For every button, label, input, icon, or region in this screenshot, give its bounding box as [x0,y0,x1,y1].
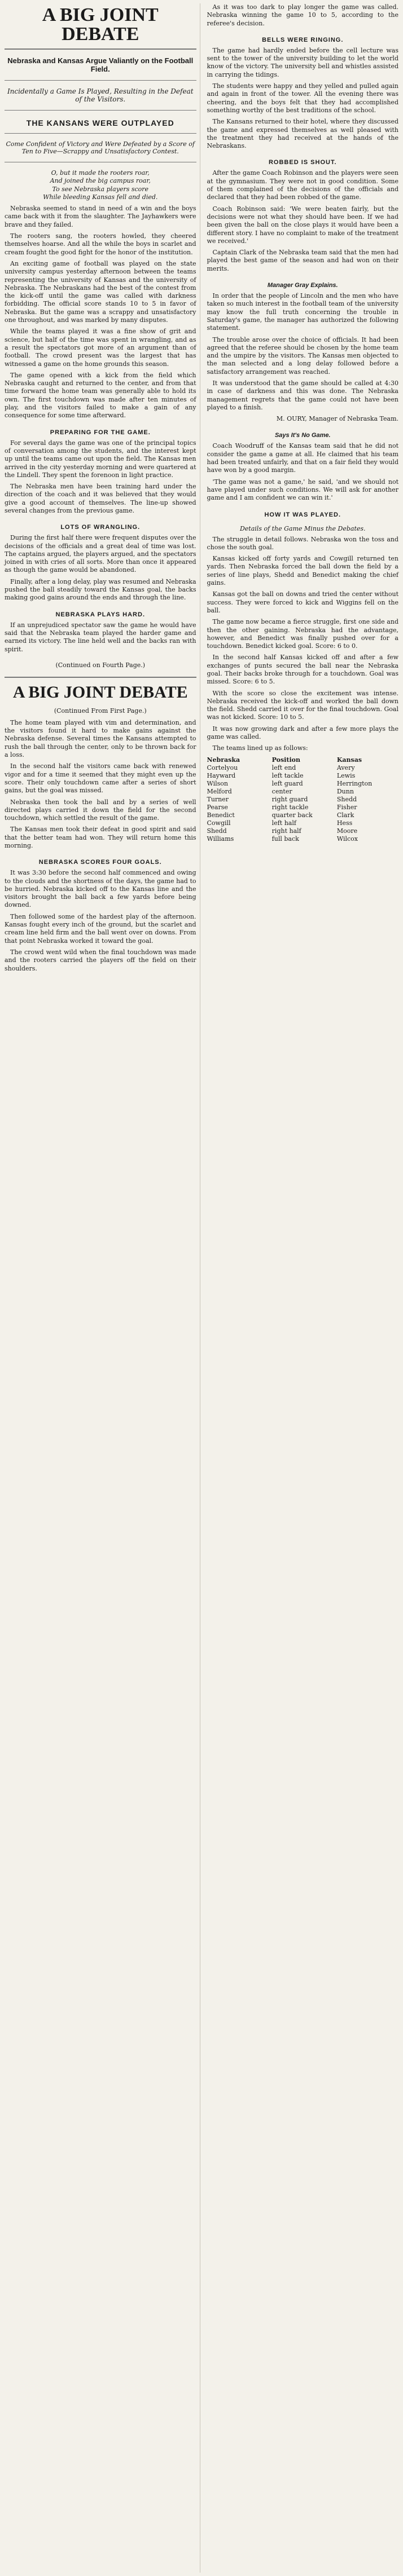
lineup-header [207,756,399,764]
lineup-cell: Turner [207,795,229,803]
paragraph: If an unprejudiced spectator saw the game he would have said that the Nebraska team played the harder game and earned its victory. The line held well and the backs ran with spirit. [5,621,196,653]
paragraph: With the score so close the excitement was intense. Nebraska received the kick-off and worked the ball down the field. Shedd carried it over for the final touchdown. Goal was not kicked. Score: 10 to 5. [207,689,398,721]
article-body-3 [5,534,196,605]
lineup-cell: right half [271,827,301,835]
lineup-cell: Lewis [336,771,356,779]
paragraph: The game opened with a kick from the field which Nebraska caught and returned to the center, and from that time forward the home team was generally able to hold its own. The first touchdown was made after ten minutes of play, and the visitors failed to make a gain of any consequence for some time afterward. [5,371,196,420]
paragraph: Kansas got the ball on downs and tried the center without success. They were forced to kick and Wiggins fell on the ball. [207,590,398,614]
lineup-cell: Herrington [336,779,373,787]
lineup-cell: Moore [336,827,358,835]
article-body-5 [5,719,196,853]
lineup-cell: left half [271,819,296,827]
section-heading: HOW IT WAS PLAYED. [264,511,341,518]
article-body-6 [5,869,196,976]
sub-deck: Come Confident of Victory and Were Defeated by a Score of Ten to Five—Scrappy and Unsatisfactory Contest. [6,140,195,155]
lineup-cell: Cowgill [207,819,231,827]
deck-one: Nebraska and Kansas Argue Valiantly on the Football Field. [7,56,194,73]
lineup-cell: right guard [271,795,308,803]
paragraph: Nebraska then took the ball and by a series of well directed plays carried it down the field for the second touchdown, which settled the result of the game. [5,798,196,822]
lineup-cell: Williams [207,835,234,843]
lineup-cell: quarter back [271,811,313,819]
lineup-cell: Wilcox [336,835,358,843]
lineup-cell: right tackle [271,803,309,811]
deck-two: Incidentally a Game Is Played, Resulting in the Defeat of the Visitors. [7,87,194,103]
section-heading: NEBRASKA PLAYS HARD. [55,611,146,618]
paragraph: It was now growing dark and after a few more plays the game was called. [207,725,398,741]
lineup-row [207,835,399,843]
lineup-cell: Cortelyou [207,764,238,771]
right-column [207,3,399,2573]
section-heading: NEBRASKA SCORES FOUR GOALS. [38,859,162,866]
kicker: THE KANSANS WERE OUTPLAYED [26,118,174,127]
paragraph: The trouble arose over the choice of officials. It had been agreed that the referee should be chosen by the home team and the umpire by the visitors. The Kansas men objected to the man selected and a long delay followed before a satisfactory arrangement was reached. [207,336,398,376]
right-body-4 [207,442,399,505]
paragraph: The Kansans returned to their hotel, where they discussed the game and expressed themselves as well pleased with the treatment they had received at the hands of the Nebraskans. [207,118,398,150]
lineup-cell: Wilson [207,779,229,787]
lineup-cell: Shedd [207,827,227,835]
lineup-cell: Dunn [336,787,354,795]
paragraph: The Kansas men took their defeat in good spirit and said that the better team had won. They will return home this morning. [5,826,196,849]
lineup-cell: Pearse [207,803,228,811]
paragraph: After the game Coach Robinson and the players were seen at the gymnasium. They were not in good condition. Some of them complained of the decisions of the officials and declared that they had been robbed of the game. [207,169,398,201]
lineup-row [207,811,399,819]
paragraph: The home team played with vim and determination, and the visitors found it hard to make gains against the Nebraska defense. Several times the Kansans attempted to rush the ball through the center, only to be thrown back for a loss. [5,718,196,759]
right-body-1 [207,47,399,154]
section-heading: Says It's No Game. [274,432,331,439]
right-body-5 [207,536,399,756]
paragraph: The game now became a fierce struggle, first one side and then the other gaining. Nebraska had the advantage, however, and Benedict was finally pushed over for a touchdown. Benedict kicked goal. Score: 6 to 0. [207,618,398,650]
lineup-cell: Clark [336,811,354,819]
left-column [5,3,200,2573]
paragraph: Coach Robinson said: 'We were beaten fairly, but the decisions were not what they should have been. If we had been given the ball on the close plays it would have been a different story. I have no complaint to make of the treatment we received.' [207,205,398,245]
right-body-2 [207,169,399,276]
paragraph: An exciting game of football was played on the state university campus yesterday afternoon between the teams representing the university of Kansas and the university of Nebraska. The Nebraskans had the best of the contest from the kick-off until the game was called with darkness forbidding. The official score stands 10 to 5 in favor of Nebraska. But the game was a scrappy and unsatisfactory one throughout, and was marked by many disputes. [5,259,196,324]
paragraph: It was understood that the game should be called at 4:30 in case of darkness and this was done. The Nebraska management regrets that the game could not have been played to a finish. [207,379,398,411]
divider [5,48,196,50]
lineup-col-nebraska: Nebraska [207,756,240,764]
section-heading: ROBBED IS SHOUT. [268,159,337,166]
divider [5,80,196,81]
lineup-cell: Hess [336,819,353,827]
verse-line: And joined the big campus roar, [50,177,151,185]
section-heading: PREPARING FOR THE GAME. [50,429,151,436]
paragraph: Coach Woodruff of the Kansas team said that he did not consider the game a game at all. He claimed that his team had been treated unfairly, and that on a fair field they would have won by a good margin. [207,442,398,474]
paragraph: The game had hardly ended before the cell lecture was sent to the tower of the university building to let the world know of the victory. The university bell and whistles assisted in carrying the tidings. [207,46,398,78]
paragraph: In order that the people of Lincoln and the men who have taken so much interest in the football team of the university may know the full truth concerning the trouble in Saturday's game, the manager has authorized the following statement. [207,292,398,332]
article-body-4 [5,621,196,657]
lineup-row [207,788,399,796]
lineup-intro: The teams lined up as follows: [212,744,308,752]
continued-headline: A BIG JOINT DEBATE [12,682,188,702]
verse-line: While bleeding Kansas fell and died. [43,193,158,201]
lineup-row [207,804,399,811]
verse-line: O, but it made the rooters roar, [51,169,150,177]
right-body-3 [207,292,399,426]
section-heading: BELLS WERE RINGING. [262,36,344,43]
paragraph: In the second half the visitors came back with renewed vigor and for a time it seemed that they might even up the score. Their only touchdown came after a series of short gains, but the goal was missed. [5,762,196,795]
lineup-row [207,772,399,780]
paragraph: Captain Clark of the Nebraska team said that the men had played the best game of the season and had won on their merits. [207,249,398,272]
lineup-row [207,827,399,835]
paragraph: Then followed some of the hardest play of the afternoon. Kansas fought every inch of the ground, but the scarlet and cream line held firm and the ball went over on downs. From that point Nebraska worked it toward the goal. [5,912,196,945]
paragraph: In the second half Kansas kicked off and after a few exchanges of punts secured the ball near the Nebraska goal. Their backs broke through for a touchdown. Goal was missed. Score: 6 to 5. [207,654,398,686]
continued-note: (Continued on Fourth Page.) [55,661,146,669]
lineup-col-position: Position [271,756,300,764]
divider [5,110,196,111]
main-headline: A BIG JOINT DEBATE [42,5,159,45]
paragraph: The rooters sang, the rooters howled, they cheered themselves hoarse. And all the while the boys in scarlet and cream fought the good fight for the honor of the institution. [5,232,196,256]
verse-line: To see Nebraska players score [52,185,149,193]
signature: M. OURY, Manager of Nebraska Team. [276,415,398,423]
lineup-table [207,756,399,843]
lineup-row [207,764,399,772]
lineup-cell: Melford [207,787,232,795]
paragraph: Nebraska seemed to stand in need of a win and the boys came back with it from the slaughter. The Jayhawkers were brave and they failed. [5,205,196,228]
lineup-cell: Hayward [207,771,236,779]
lineup-cell: Fisher [336,803,357,811]
lineup-cell: left end [271,764,296,771]
section-heading: LOTS OF WRANGLING. [60,524,141,531]
verse-block [5,169,196,201]
paragraph: As it was too dark to play longer the game was called. Nebraska winning the game 10 to 5, according to the referee's decision. [207,3,398,27]
lineup-cell: Shedd [336,795,357,803]
lineup-row [207,819,399,827]
lineup-cell: left tackle [271,771,304,779]
lineup-cell: Benedict [207,811,235,819]
paragraph: While the teams played it was a fine show of grit and science, but half of the time was spent in wrangling, and as a result the spectators got more of an argument than of football. The crowd present was the largest that has witnessed a game on the home grounds this season. [5,328,196,368]
section-heading: Manager Gray Explains. [267,282,338,289]
lineup-cell: full back [271,835,299,843]
lineup-row [207,796,399,804]
section-subheading: Details of the Game Minus the Debates. [239,524,366,532]
paragraph: For several days the game was one of the principal topics of conversation among the students, and the interest kept up until the teams came out upon the field. The Kansas men arrived in the city yesterday morning and were quartered at the Lindell. They spent the forenoon in light practice. [5,439,196,479]
paragraph: 'The game was not a game,' he said, 'and we should not have played under such conditions. We will ask for another game and I am confident we can win it.' [207,478,398,502]
paragraph: The struggle in detail follows. Nebraska won the toss and chose the south goal. [207,535,398,551]
article-body-1 [5,205,196,423]
paragraph: The crowd went wild when the final touchdown was made and the rooters carried the players off the field on their shoulders. [5,948,196,972]
lineup-cell: left guard [271,779,303,787]
continued-from-note: (Continued From First Page.) [54,707,147,714]
article-body-2 [5,439,196,519]
lineup-col-kansas: Kansas [336,756,362,764]
lineup-cell: center [271,787,292,795]
paragraph: It was 3:30 before the second half commenced and owing to the clouds and the shortness of the days, the game had to be hurried. Nebraska kicked off to the Kansas line and the visitors brought the ball back a few yards before being downed. [5,869,196,909]
paragraph: Finally, after a long delay, play was resumed and Nebraska pushed the ball steadily toward the Kansas goal, the backs making good gains around the ends and through the line. [5,577,196,602]
paragraph: The students were happy and they yelled and pulled again and again in front of the tower. All the evening there was cheering, and the boys felt that they had accomplished something worthy of the best traditions of the school. [207,82,398,114]
lineup-cell: Avery [336,764,355,771]
paragraph: Kansas kicked off forty yards and Cowgill returned ten yards. Then Nebraska forced the ball down the field by a series of line plays, Shedd and Benedict making the chief gains. [207,555,398,587]
divider [5,677,196,678]
lead-paragraph [207,3,399,31]
paragraph: The Nebraska men have been training hard under the direction of the coach and it was believed that they would give a good account of themselves. The line-up showed several changes from the previous game. [5,483,196,514]
divider [5,133,196,134]
lineup-row [207,780,399,788]
paragraph: During the first half there were frequent disputes over the decisions of the officials and a great deal of time was lost. The captains argued, the players argued, and the spectators joined in with cries of all sorts. More than once it appeared as though the game would be abandoned. [5,534,196,574]
